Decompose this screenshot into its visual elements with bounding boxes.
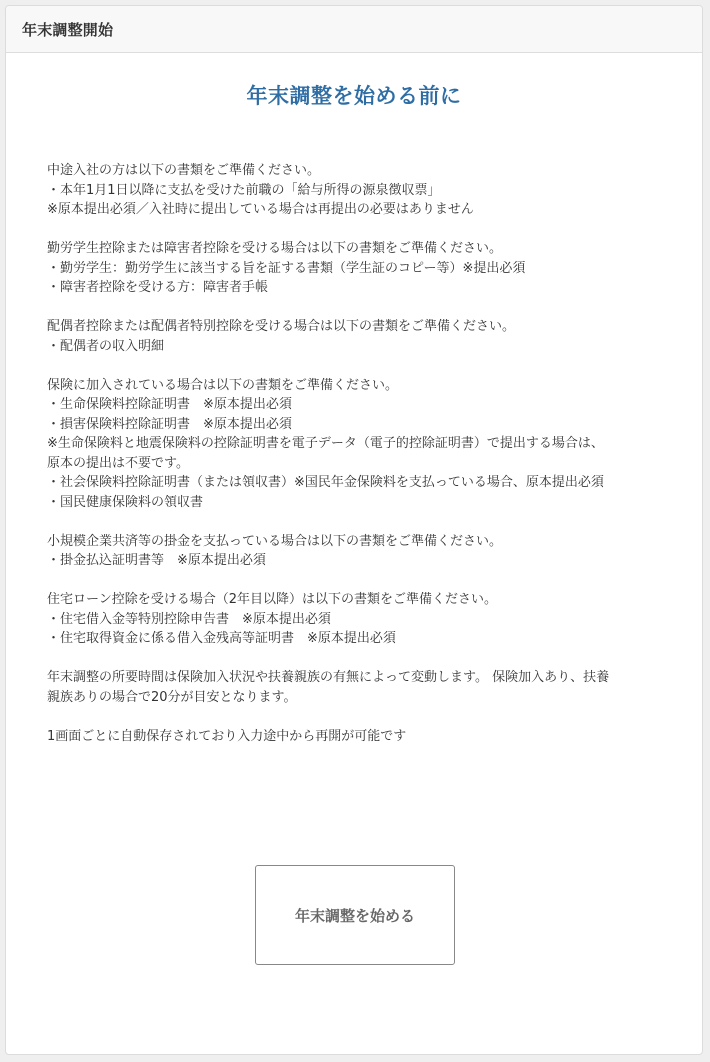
- section-text: ・生命保険料控除証明書 ※原本提出必須: [47, 397, 292, 412]
- section-text: 1画面ごとに自動保存されており入力途中から再開が可能です: [47, 728, 407, 744]
- section-text: 年末調整の所要時間は保険加入状況や扶養親族の有無によって変動します。 保険加入あり、扶養: [47, 670, 610, 685]
- section-student-disability-deduction: [47, 239, 677, 298]
- section-text: 小規模企業共済等の掛金を支払っている場合は以下の書類をご準備ください。: [47, 533, 503, 549]
- section-autosave-note: [47, 727, 677, 747]
- section-text: ・住宅借入金等特別控除申告書 ※原本提出必須: [47, 611, 331, 627]
- section-text: 住宅ローン控除を受ける場合（2年目以降）は以下の書類をご準備ください。: [47, 592, 498, 607]
- instructions: [47, 161, 677, 766]
- year-end-adjustment-panel: [5, 5, 703, 1055]
- panel-title: 年末調整開始: [22, 20, 114, 39]
- section-text: ※原本提出必須／入社時に提出している場合は再提出の必要はありません: [47, 202, 474, 217]
- start-year-end-adjustment-button[interactable]: 年末調整を始める: [255, 865, 455, 965]
- section-insurance: [47, 376, 677, 513]
- section-text: ・住宅取得資金に係る借入金残高等証明書 ※原本提出必須: [47, 631, 396, 646]
- section-text: ・勤労学生：勤労学生に該当する旨を証する書類（学生証のコピー等）※提出必須: [47, 260, 526, 276]
- section-text: 原本の提出は不要です。: [47, 455, 189, 471]
- section-text: ・損害保険料控除証明書 ※原本提出必須: [47, 416, 292, 432]
- section-time-estimate: [47, 668, 677, 707]
- section-mid-career-hire: [47, 161, 677, 220]
- panel-header: [6, 6, 702, 53]
- section-text: ※生命保険料と地震保険料の控除証明書を電子データ（電子的控除証明書）で提出する場合は、: [47, 436, 604, 451]
- section-text: ・障害者控除を受ける方：障害者手帳: [47, 280, 269, 295]
- section-housing-loan: [47, 590, 677, 649]
- section-text: ・国民健康保険料の領収書: [47, 494, 204, 510]
- section-text: 勤労学生控除または障害者控除を受ける場合は以下の書類をご準備ください。: [47, 241, 503, 256]
- section-text: ・配偶者の収入明細: [47, 338, 165, 354]
- section-text: 保険に加入されている場合は以下の書類をご準備ください。: [47, 377, 399, 393]
- section-spouse-deduction: [47, 317, 677, 356]
- section-text: ・掛金払込証明書等 ※原本提出必須: [47, 553, 266, 568]
- section-text: 中途入社の方は以下の書類をご準備ください。: [47, 163, 321, 178]
- section-text: 親族ありの場合で20分が目安となります。: [47, 689, 297, 705]
- section-text: 配偶者控除または配偶者特別控除を受ける場合は以下の書類をご準備ください。: [47, 319, 516, 334]
- section-text: ・本年1月1日以降に支払を受けた前職の「給与所得の源泉徴収票」: [47, 182, 441, 198]
- section-small-business-mutual-aid: [47, 532, 677, 571]
- intro-heading: 年末調整を始める前に: [246, 84, 462, 108]
- section-text: ・社会保険料控除証明書（または領収書）※国民年金保険料を支払っている場合、原本提出必須: [47, 475, 604, 490]
